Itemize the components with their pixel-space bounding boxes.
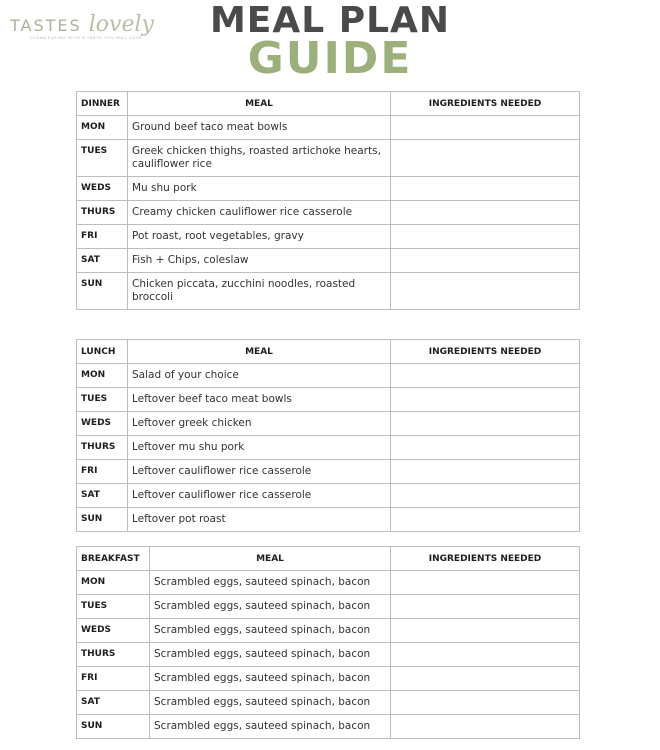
table-row <box>77 140 580 177</box>
day-label: SAT <box>77 691 150 715</box>
day-label: THURS <box>77 643 150 667</box>
page-subtitle: GUIDE <box>247 33 413 84</box>
table-row <box>77 201 580 225</box>
table-header-row <box>77 547 580 571</box>
dinner-header: DINNER <box>77 92 128 116</box>
ingredients-cell[interactable] <box>391 571 580 595</box>
day-label: FRI <box>77 225 128 249</box>
ingredients-cell[interactable] <box>391 249 580 273</box>
table-header-row <box>77 92 580 116</box>
ingredients-cell[interactable] <box>391 225 580 249</box>
meal-column-header: MEAL <box>150 547 391 571</box>
day-label: SUN <box>77 273 128 310</box>
ingredients-column-header: INGREDIENTS NEEDED <box>391 92 580 116</box>
ingredients-cell[interactable] <box>391 619 580 643</box>
table-row <box>77 364 580 388</box>
ingredients-cell[interactable] <box>391 667 580 691</box>
meal-cell: Pot roast, root vegetables, gravy <box>128 225 391 249</box>
ingredients-cell[interactable] <box>391 273 580 310</box>
ingredients-cell[interactable] <box>391 116 580 140</box>
meal-cell: Scrambled eggs, sauteed spinach, bacon <box>150 571 391 595</box>
day-label: MON <box>77 571 150 595</box>
meal-column-header: MEAL <box>128 340 391 364</box>
meal-cell: Fish + Chips, coleslaw <box>128 249 391 273</box>
meal-cell: Scrambled eggs, sauteed spinach, bacon <box>150 619 391 643</box>
meal-cell: Leftover mu shu pork <box>128 436 391 460</box>
day-label: WEDS <box>77 619 150 643</box>
table-row <box>77 643 580 667</box>
ingredients-cell[interactable] <box>391 691 580 715</box>
meal-column-header: MEAL <box>128 92 391 116</box>
brand-name: TASTES <box>10 16 82 35</box>
day-label: THURS <box>77 436 128 460</box>
table-row <box>77 225 580 249</box>
ingredients-cell[interactable] <box>391 460 580 484</box>
ingredients-cell[interactable] <box>391 436 580 460</box>
brand-tagline: CLEAN EATING WITH A TASTE YOU WILL LOVE <box>30 35 143 40</box>
day-label: WEDS <box>77 412 128 436</box>
table-header-row <box>77 340 580 364</box>
table-row <box>77 619 580 643</box>
ingredients-cell[interactable] <box>391 364 580 388</box>
ingredients-column-header: INGREDIENTS NEEDED <box>391 340 580 364</box>
day-label: FRI <box>77 667 150 691</box>
meal-cell: Mu shu pork <box>128 177 391 201</box>
table-row <box>77 595 580 619</box>
meal-cell: Scrambled eggs, sauteed spinach, bacon <box>150 715 391 739</box>
table-row <box>77 460 580 484</box>
day-label: TUES <box>77 595 150 619</box>
ingredients-cell[interactable] <box>391 595 580 619</box>
meal-cell: Scrambled eggs, sauteed spinach, bacon <box>150 595 391 619</box>
ingredients-cell[interactable] <box>391 715 580 739</box>
day-label: SUN <box>77 508 128 532</box>
meal-cell: Leftover pot roast <box>128 508 391 532</box>
meal-cell: Ground beef taco meat bowls <box>128 116 391 140</box>
breakfast-table <box>76 546 580 739</box>
lunch-table <box>76 339 580 532</box>
breakfast-header: BREAKFAST <box>77 547 150 571</box>
meal-cell: Chicken piccata, zucchini noodles, roasted broccoli <box>128 273 391 310</box>
meal-cell: Scrambled eggs, sauteed spinach, bacon <box>150 667 391 691</box>
day-label: SAT <box>77 484 128 508</box>
table-row <box>77 249 580 273</box>
day-label: MON <box>77 116 128 140</box>
lunch-header: LUNCH <box>77 340 128 364</box>
table-row <box>77 667 580 691</box>
ingredients-cell[interactable] <box>391 508 580 532</box>
table-row <box>77 691 580 715</box>
ingredients-column-header: INGREDIENTS NEEDED <box>391 547 580 571</box>
ingredients-cell[interactable] <box>391 201 580 225</box>
table-row <box>77 715 580 739</box>
ingredients-cell[interactable] <box>391 643 580 667</box>
meal-cell: Leftover beef taco meat bowls <box>128 388 391 412</box>
table-row <box>77 177 580 201</box>
meal-cell: Scrambled eggs, sauteed spinach, bacon <box>150 691 391 715</box>
day-label: MON <box>77 364 128 388</box>
page-title: MEAL PLAN <box>209 0 451 41</box>
ingredients-cell[interactable] <box>391 412 580 436</box>
table-row <box>77 273 580 310</box>
dinner-table <box>76 91 580 310</box>
day-label: TUES <box>77 140 128 177</box>
day-label: WEDS <box>77 177 128 201</box>
ingredients-cell[interactable] <box>391 177 580 201</box>
meal-cell: Leftover cauliflower rice casserole <box>128 460 391 484</box>
ingredients-cell[interactable] <box>391 388 580 412</box>
meal-cell: Leftover greek chicken <box>128 412 391 436</box>
day-label: FRI <box>77 460 128 484</box>
table-row <box>77 116 580 140</box>
meal-cell: Leftover cauliflower rice casserole <box>128 484 391 508</box>
day-label: THURS <box>77 201 128 225</box>
day-label: SUN <box>77 715 150 739</box>
meal-cell: Greek chicken thighs, roasted artichoke hearts, cauliflower rice <box>128 140 391 177</box>
meal-cell: Scrambled eggs, sauteed spinach, bacon <box>150 643 391 667</box>
day-label: SAT <box>77 249 128 273</box>
table-row <box>77 571 580 595</box>
ingredients-cell[interactable] <box>391 484 580 508</box>
table-row <box>77 508 580 532</box>
meal-cell: Salad of your choice <box>128 364 391 388</box>
brand-script: lovely <box>88 12 154 37</box>
day-label: TUES <box>77 388 128 412</box>
meal-cell: Creamy chicken cauliflower rice casserole <box>128 201 391 225</box>
table-row <box>77 436 580 460</box>
table-row <box>77 484 580 508</box>
ingredients-cell[interactable] <box>391 140 580 177</box>
table-row <box>77 412 580 436</box>
table-row <box>77 388 580 412</box>
